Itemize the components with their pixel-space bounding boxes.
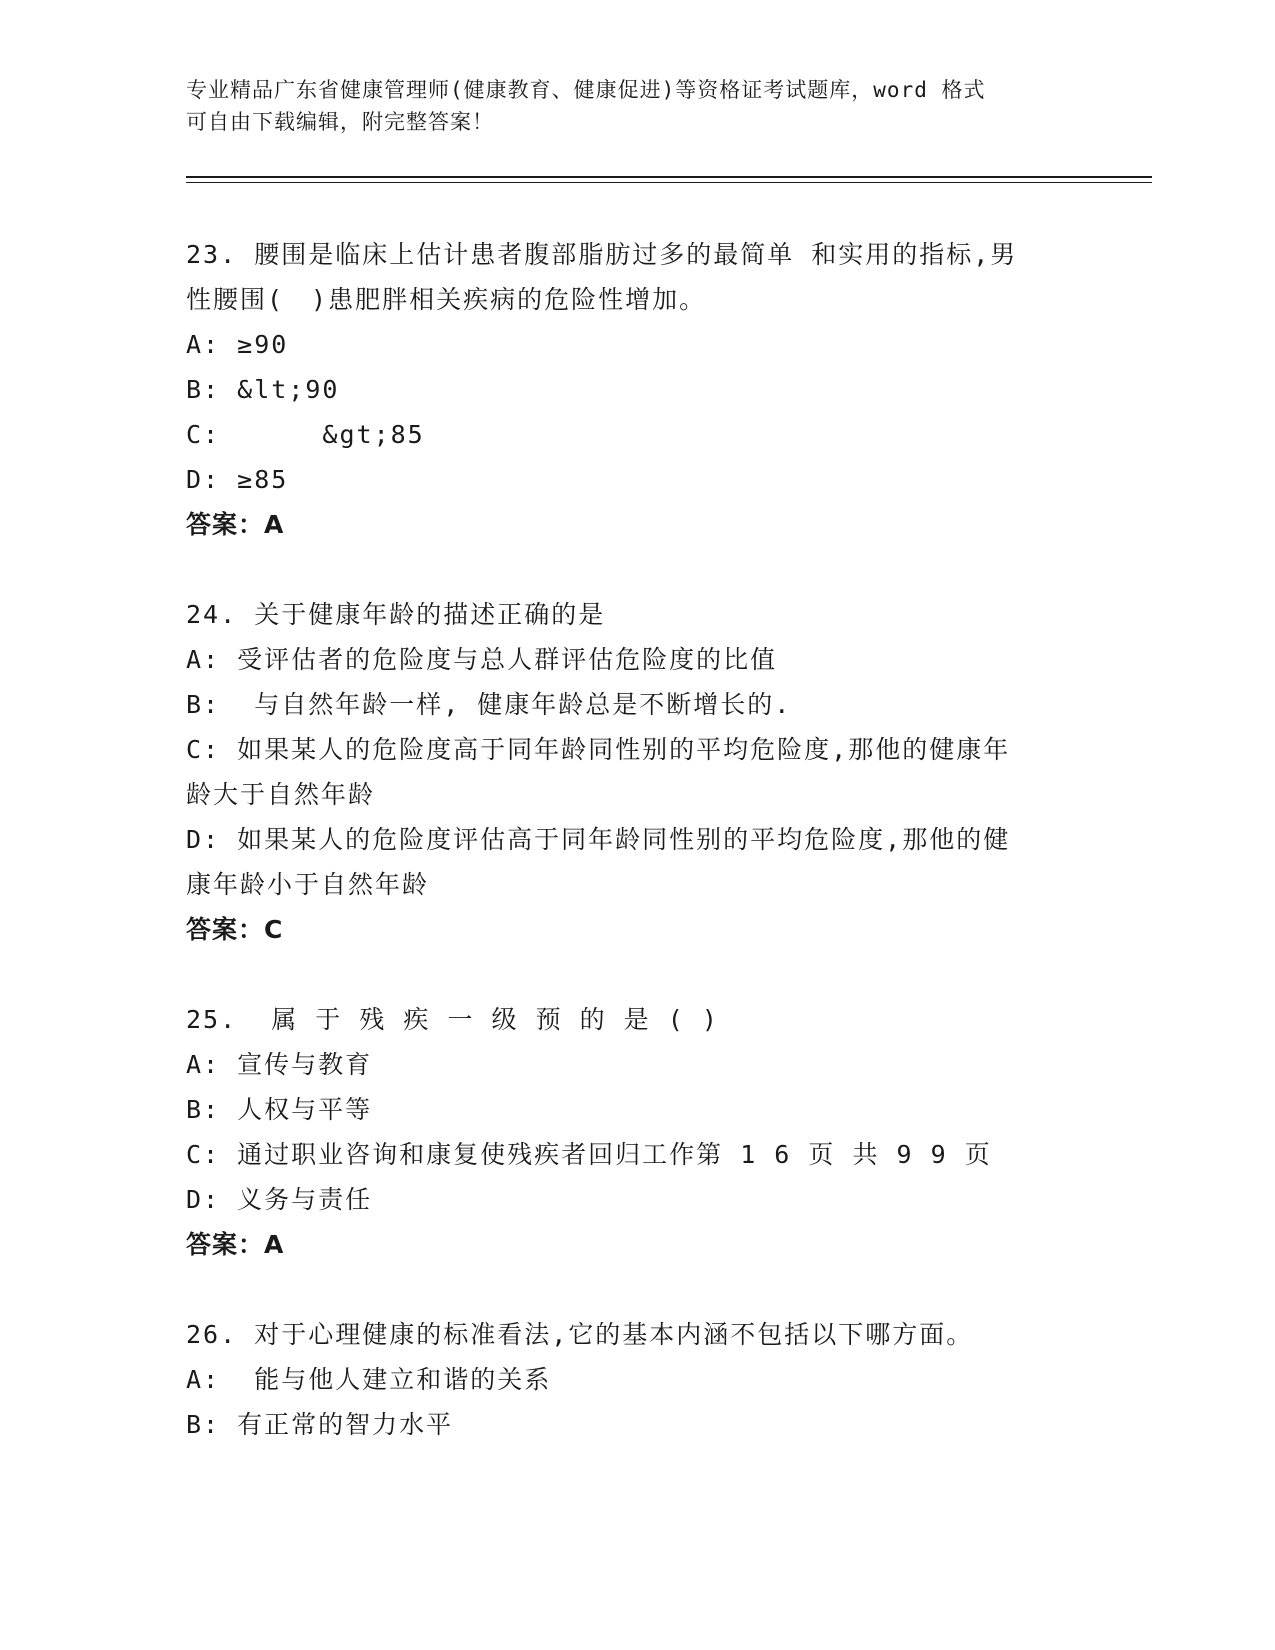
question-stem: 25. 属 于 残 疾 一 级 预 的 是 ( ) — [186, 1005, 719, 1034]
option-a: A: ≥90 — [186, 330, 289, 359]
page-header — [186, 74, 1066, 138]
question-list — [186, 232, 1066, 1447]
question-25 — [186, 997, 1066, 1267]
header-divider-thick — [186, 176, 1152, 178]
option-b: B: 人权与平等 — [186, 1095, 373, 1124]
answer: 答案：A — [186, 1230, 285, 1259]
question-23 — [186, 232, 1066, 547]
header-divider-thin — [186, 182, 1152, 183]
option-b: B: 与自然年龄一样, 健康年龄总是不断增长的. — [186, 690, 792, 719]
spacer — [186, 952, 1066, 997]
answer: 答案：C — [186, 915, 284, 944]
option-c-continued: 龄大于自然年龄 — [186, 780, 376, 809]
question-24 — [186, 592, 1066, 952]
option-a: A: 受评估者的危险度与总人群评估危险度的比值 — [186, 645, 778, 674]
option-a: A: 能与他人建立和谐的关系 — [186, 1365, 552, 1394]
answer: 答案：A — [186, 510, 285, 539]
option-d: D: ≥85 — [186, 465, 289, 494]
option-c: C: &gt;85 — [186, 420, 425, 449]
header-line-2: 可自由下载编辑，附完整答案！ — [186, 110, 494, 134]
question-stem: 23. 腰围是临床上估计患者腹部脂肪过多的最简单 和实用的指标,男 — [186, 240, 1018, 269]
option-d: D: 如果某人的危险度评估高于同年龄同性别的平均危险度,那他的健 — [186, 825, 1011, 854]
option-b: B: 有正常的智力水平 — [186, 1410, 454, 1439]
option-a: A: 宣传与教育 — [186, 1050, 373, 1079]
option-d: D: 义务与责任 — [186, 1185, 373, 1214]
option-d-continued: 康年龄小于自然年龄 — [186, 870, 430, 899]
question-stem: 24. 关于健康年龄的描述正确的是 — [186, 600, 606, 629]
option-c: C: 如果某人的危险度高于同年龄同性别的平均危险度,那他的健康年 — [186, 735, 1011, 764]
header-line-1: 专业精品广东省健康管理师(健康教育、健康促进)等资格证考试题库，word 格式 — [186, 78, 986, 102]
question-26 — [186, 1312, 1066, 1447]
option-b: B: &lt;90 — [186, 375, 340, 404]
question-stem: 性腰围( )患肥胖相关疾病的危险性增加。 — [186, 285, 707, 314]
option-c: C: 通过职业咨询和康复使残疾者回归工作第 1 6 页 共 9 9 页 — [186, 1140, 992, 1169]
question-stem: 26. 对于心理健康的标准看法,它的基本内涵不包括以下哪方面。 — [186, 1320, 974, 1349]
spacer — [186, 547, 1066, 592]
spacer — [186, 1267, 1066, 1312]
